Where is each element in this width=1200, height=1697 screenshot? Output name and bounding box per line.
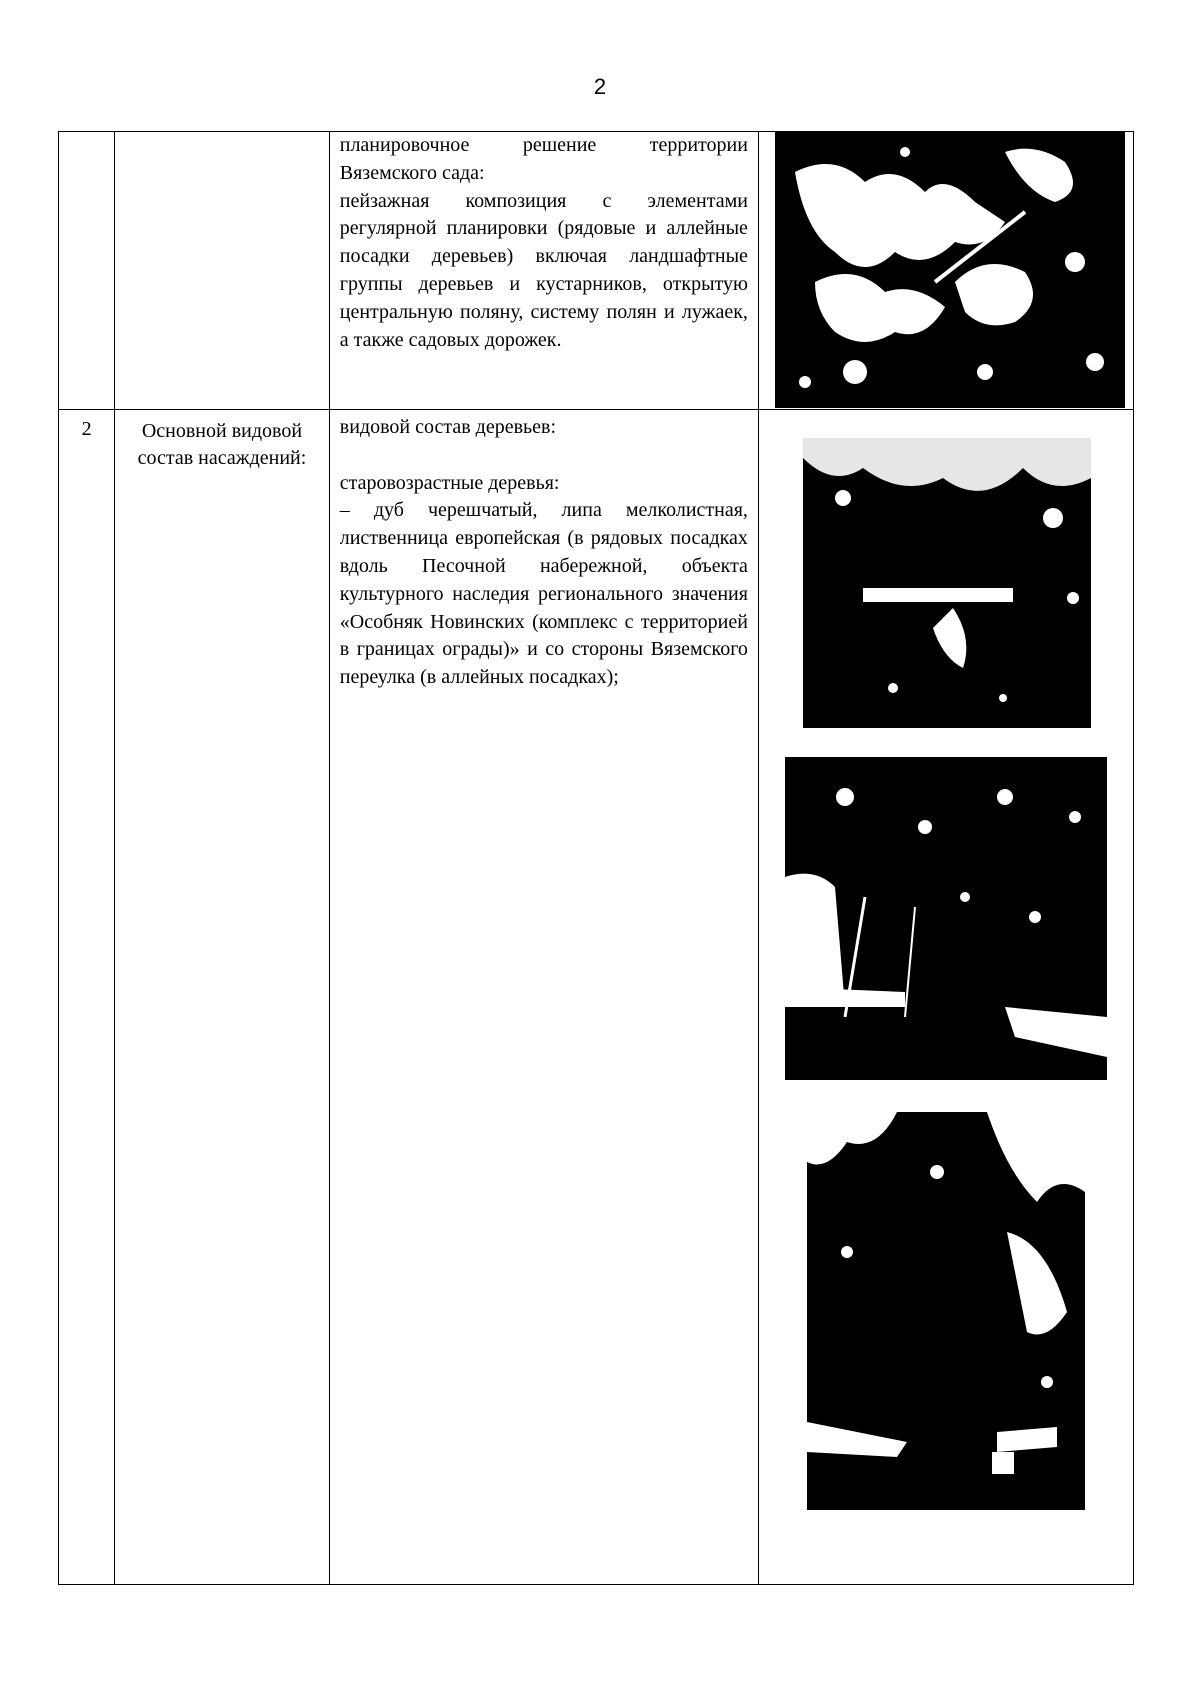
heritage-table bbox=[58, 131, 1134, 1585]
row-number-cell bbox=[59, 410, 115, 1585]
species-heading: видовой состав деревьев: bbox=[339, 416, 557, 438]
layout-paragraph-1: планировочное решение территории Вяземского сада: bbox=[339, 134, 748, 184]
layout-paragraph-2: пейзажная композиция с элементами регулярной планировки (рядовые и аллейные посадки деревьев) включая ландшафтные группы деревьев и кустарников, открытую центральную поляну, систему полян и лужаек, а также садовых дорожек. bbox=[339, 189, 748, 351]
table-row bbox=[59, 410, 1134, 1585]
tree-photo-1 bbox=[803, 438, 1091, 728]
species-list: – дуб черешчатый, липа мелколистная, лиственница европейская (в рядовых посадках вдоль Песочной набережной, объекта культурного наследия регионального значения «Особняк Новинских (комплекс с территорией в границах ограды)» и со стороны Вяземского переулка (в аллейных посадках); bbox=[339, 499, 748, 689]
old-trees-subheading: старовозрастные деревья: bbox=[339, 471, 560, 494]
table-row bbox=[59, 132, 1134, 410]
tree-photo-3 bbox=[807, 1112, 1085, 1510]
tree-photo-2 bbox=[785, 757, 1107, 1080]
row-name-cell bbox=[115, 410, 330, 1585]
photo-cell bbox=[758, 410, 1133, 1585]
description-cell bbox=[329, 410, 758, 1585]
description-cell bbox=[329, 132, 758, 410]
garden-aerial-photo bbox=[775, 132, 1125, 408]
photo-cell bbox=[758, 132, 1133, 410]
row-name: Основной видовой состав насаждений: bbox=[137, 420, 307, 469]
row-number-cell bbox=[59, 132, 115, 410]
page-number: 2 bbox=[593, 74, 607, 99]
row-name-cell bbox=[115, 132, 330, 410]
row-number: 2 bbox=[81, 418, 92, 440]
